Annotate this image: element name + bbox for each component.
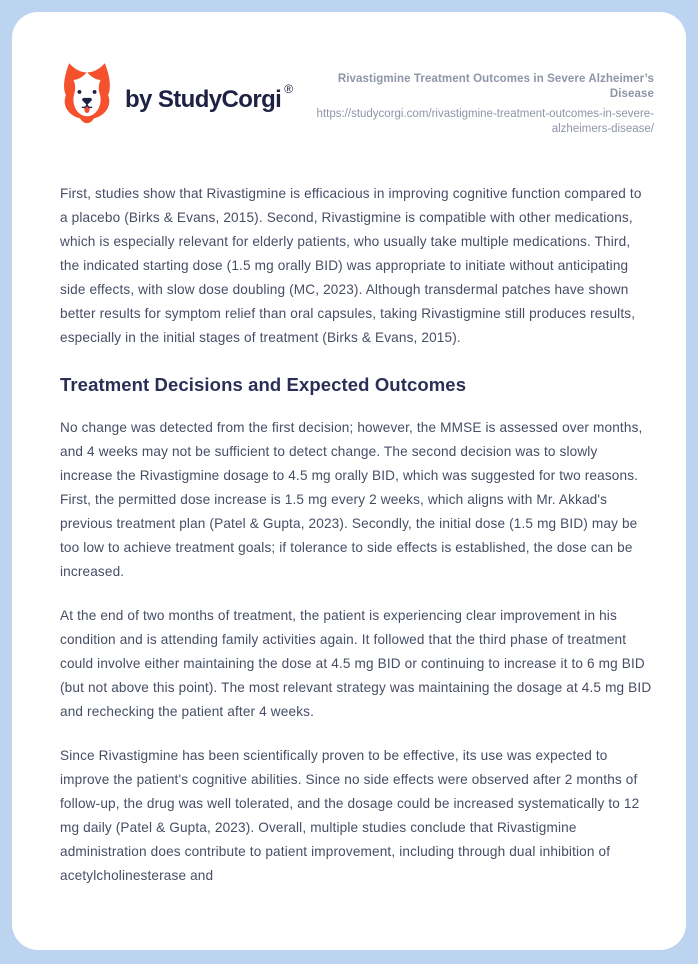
document-title: Rivastigmine Treatment Outcomes in Severe Alzheimer’s Disease xyxy=(337,73,654,100)
registered-trademark-icon: ® xyxy=(284,81,294,96)
section-heading: Treatment Decisions and Expected Outcomes xyxy=(60,374,467,395)
logo-text: by StudyCorgi xyxy=(125,85,282,113)
body-paragraph-3: Since Rivastigmine has been scientifically proven to be effective, its use was expected to improve the patient's cognitive abilities. Since no side effects were observed after 2 months of follow-up, the drug was well tolerated, and the dosage could be increased systematically to 12 mg daily (Patel & Gupta, 2023). Overall, multiple studies conclude that Rivastigmine administration does contribute to patient improvement, including through dual inhibition of acetylcholinesterase and xyxy=(60,748,640,883)
studycorgi-logo xyxy=(60,62,293,124)
body-paragraph-1: No change was detected from the first decision; however, the MMSE is assessed over months, and 4 weeks may not be sufficient to detect change. The second decision was to slowly increase the Rivastigmine dosage to 4.5 mg orally BID, which was suggested for two reasons. First, the permitted dose increase is 1.5 mg every 2 weeks, which aligns with Mr. Akkad's previous treatment plan (Patel & Gupta, 2023). Secondly, the initial dose (1.5 mg BID) may be too low to achieve treatment goals; if tolerance to side effects is established, the dose can be increased. xyxy=(60,420,643,579)
document-meta xyxy=(298,62,654,136)
document-url-link[interactable]: https://studycorgi.com/rivastigmine-treatment-outcomes-in-severe-alzheimers-disease/ xyxy=(316,108,654,135)
body-paragraph-2: At the end of two months of treatment, the patient is experiencing clear improvement in his condition and is attending family activities again. It followed that the third phase of treatment could involve either maintaining the dose at 4.5 mg BID or continuing to increase it to 6 mg BID (but not above this point). The most relevant strategy was maintaining the dosage at 4.5 mg BID and rechecking the patient after 4 weeks. xyxy=(60,608,652,719)
corgi-logo-icon xyxy=(60,62,114,124)
intro-paragraph: First, studies show that Rivastigmine is efficacious in improving cognitive function compared to a placebo (Birks & Evans, 2015). Second, Rivastigmine is compatible with other medications, which is especially relevant for elderly patients, who usually take multiple medications. Third, the indicated starting dose (1.5 mg orally BID) was appropriate to initiate without anticipating side effects, with slow dose doubling (MC, 2023). Although transdermal patches have shown better results for symptom relief than oral capsules, taking Rivastigmine still produces results, especially in the initial stages of treatment (Birks & Evans, 2015). xyxy=(60,186,642,345)
content-card xyxy=(12,12,686,950)
article-body xyxy=(12,136,686,938)
header xyxy=(12,12,686,136)
